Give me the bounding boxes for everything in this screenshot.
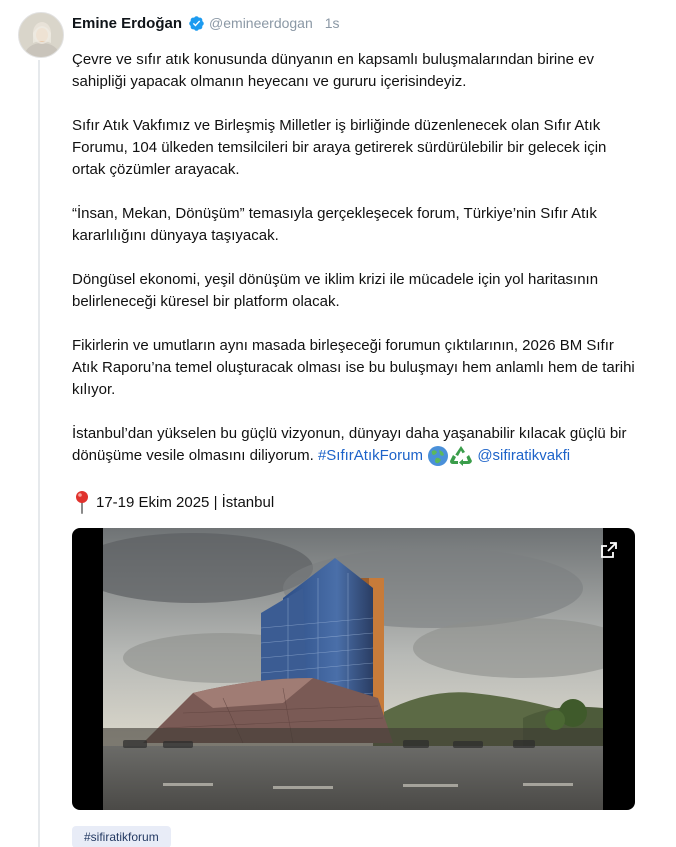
author-name[interactable]: Emine Erdoğan (72, 14, 183, 32)
earth-globe-icon (427, 445, 449, 467)
verified-badge-icon (188, 15, 205, 32)
round-pushpin-icon (74, 490, 90, 514)
post-header (72, 12, 340, 34)
post-paragraph: Fikirlerin ve umutların aynı masada birleşeceği forumun çıktılarının, 2026 BM Sıfır Atık Raporu’na temel oluşturacak olması ise bu buluşmayı hem anlamlı hem de tarihi kılıyor. (72, 337, 635, 398)
author-handle[interactable]: @emineerdogan (209, 15, 313, 31)
post-timestamp[interactable]: 1s (324, 15, 340, 31)
recycle-icon (449, 445, 473, 467)
video-media[interactable] (72, 528, 635, 810)
video-thumbnail (103, 528, 603, 810)
event-date-location (74, 489, 274, 515)
event-date-location-text: 17-19 Ekim 2025 | İstanbul (96, 493, 275, 511)
avatar[interactable] (18, 12, 64, 58)
post-paragraph: Çevre ve sıfır atık konusunda dünyanın en kapsamlı buluşmalarından birine ev sahipliği yapacak olmanın heyecanı ve gururu içerisindeyiz. (72, 51, 594, 90)
expand-external-icon[interactable] (599, 540, 619, 560)
hashtag-chip[interactable]: #sifiratikforum (72, 826, 171, 847)
post-body (72, 49, 642, 489)
post-paragraph: Sıfır Atık Vakfımız ve Birleşmiş Milletler iş birliğinde düzenlenecek olan Sıfır Atık Forumu, 104 ülkeden temsilcileri bir araya getirerek sürdürülebilir bir gelecek için ortak çözümler arayacak. (72, 117, 607, 178)
thread-line (38, 60, 40, 847)
post-paragraph-text: İstanbul’dan yükselen bu güçlü vizyonun, dünyayı daha yaşanabilir kılacak güçlü bir dönüşüme vesile olmasını diliyorum. (72, 425, 627, 464)
avatar-photo (19, 13, 64, 58)
post-paragraph-final (72, 423, 642, 467)
post-paragraph: Döngüsel ekonomi, yeşil dönüşüm ve iklim krizi ile mücadele için yol haritasının belirleneceği küresel bir platform olacak. (72, 271, 599, 310)
post-paragraph: “İnsan, Mekan, Dönüşüm” temasıyla gerçekleşecek forum, Türkiye’nin Sıfır Atık kararlılığını dünyaya taşıyacak. (72, 205, 597, 244)
hashtag-link[interactable]: #SıfırAtıkForum (317, 447, 423, 464)
mention-link[interactable]: @sifiratikvakfi (477, 447, 571, 464)
